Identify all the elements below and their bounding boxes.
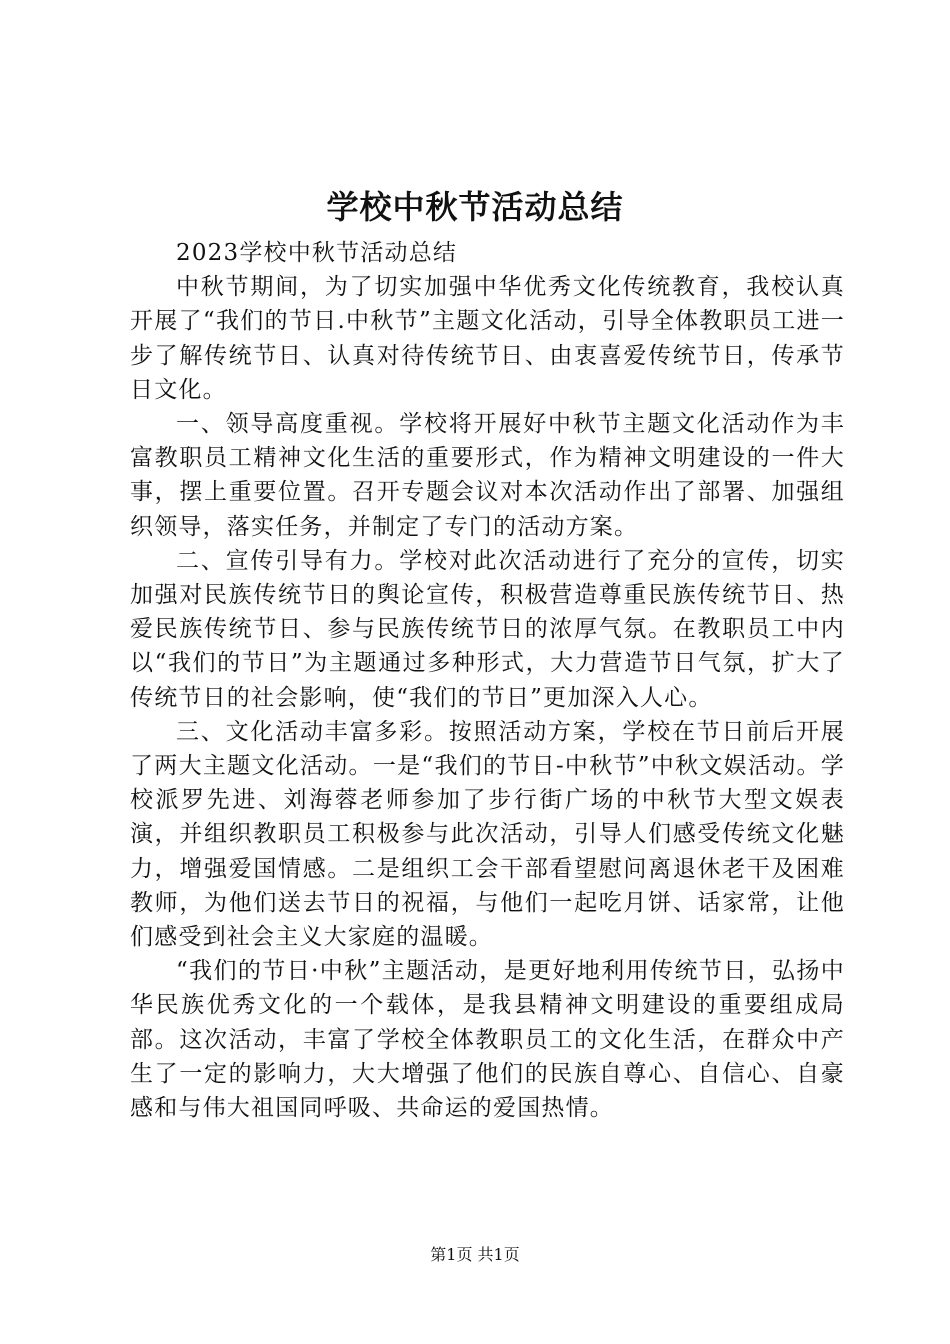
- document-body: [130, 236, 845, 1125]
- page-footer: 第1页 共1页: [430, 1245, 520, 1264]
- paragraph-section-3: 三、文化活动丰富多彩。按照活动方案，学校在节日前后开展了两大主题文化活动。一是“我们的节日-中秋节”中秋文娱活动。学校派罗先进、刘海蓉老师参加了步行街广场的中秋节大型文娱表演，并组织教职员工积极参与此次活动，引导人们感受传统文化魅力，增强爱国情感。二是组织工会干部看望慰问离退休老干及困难教师，为他们送去节日的祝福，与他们一起吃月饼、话家常，让他们感受到社会主义大家庭的温暖。: [130, 718, 845, 951]
- paragraph-section-2: 二、宣传引导有力。学校对此次活动进行了充分的宣传，切实加强对民族传统节日的舆论宣传，积极营造尊重民族传统节日、热爱民族传统节日、参与民族传统节日的浓厚气氛。在教职员工中内以“我们的节日”为主题通过多种形式，大力营造节日气氛，扩大了传统节日的社会影响，使“我们的节日”更加深入人心。: [130, 547, 845, 711]
- paragraph-subtitle: 2023学校中秋节活动总结: [176, 240, 458, 266]
- paragraph-section-1: 一、领导高度重视。学校将开展好中秋节主题文化活动作为丰富教职员工精神文化生活的重要形式，作为精神文明建设的一件大事，摆上重要位置。召开专题会议对本次活动作出了部署、加强组织领导，落实任务，并制定了专门的活动方案。: [130, 411, 845, 540]
- document-title: 学校中秋节活动总结: [326, 188, 624, 226]
- paragraph-intro: 中秋节期间，为了切实加强中华优秀文化传统教育，我校认真开展了“我们的节日.中秋节”主题文化活动，引导全体教职员工进一步了解传统节日、认真对待传统节日、由衷喜爱传统节日，传承节日文化。: [130, 274, 845, 403]
- paragraph-conclusion: “我们的节日·中秋”主题活动，是更好地利用传统节日，弘扬中华民族优秀文化的一个载体，是我县精神文明建设的重要组成局部。这次活动，丰富了学校全体教职员工的文化生活，在群众中产生了一定的影响力，大大增强了他们的民族自尊心、自信心、自豪感和与伟大祖国同呼吸、共命运的爱国热情。: [130, 958, 845, 1122]
